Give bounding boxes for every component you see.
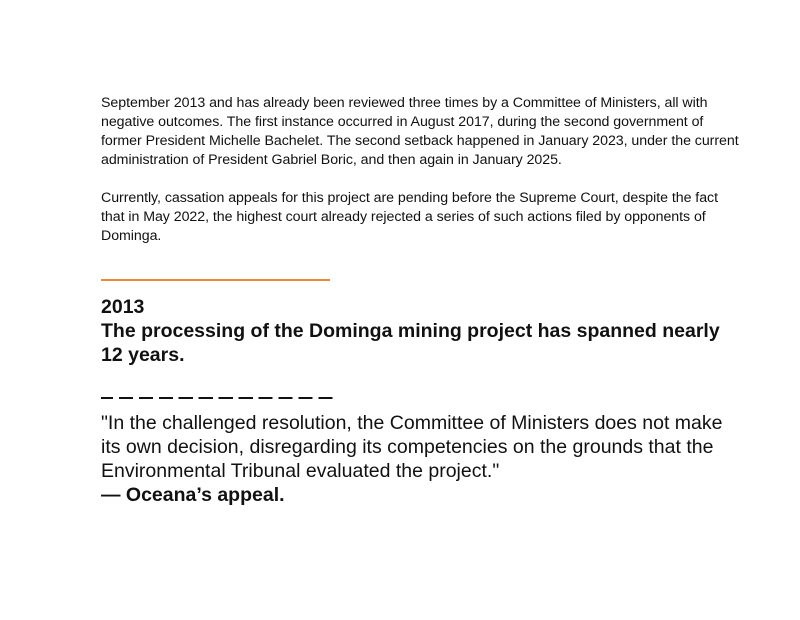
highlight-text: The processing of the Dominga mining project has spanned nearly 12 years. bbox=[101, 320, 720, 366]
pull-quote bbox=[101, 411, 741, 507]
body-paragraph-2: Currently, cassation appeals for this project are pending before the Supreme Court, despite the fact that in May 2022, the highest court already rejected a series of such actions filed by opponents of Dominga. bbox=[101, 190, 718, 244]
quote-source: — Oceana’s appeal. bbox=[101, 484, 285, 506]
dashed-divider bbox=[101, 397, 337, 399]
accent-divider bbox=[101, 279, 330, 281]
highlight-year: 2013 bbox=[101, 296, 145, 318]
body-paragraph-1: September 2013 and has already been reviewed three times by a Committee of Ministers, all with negative outcomes. The first instance occurred in August 2017, during the second government of former President Michelle Bachelet. The second setback happened in January 2023, under the current administration of President Gabriel Boric, and then again in January 2025. bbox=[101, 95, 739, 168]
highlight-block bbox=[101, 295, 741, 367]
article-excerpt bbox=[101, 94, 741, 507]
quote-text: "In the challenged resolution, the Committee of Ministers does not make its own decision, disregarding its competencies on the grounds that the Environmental Tribunal evaluated the project." bbox=[101, 412, 723, 482]
